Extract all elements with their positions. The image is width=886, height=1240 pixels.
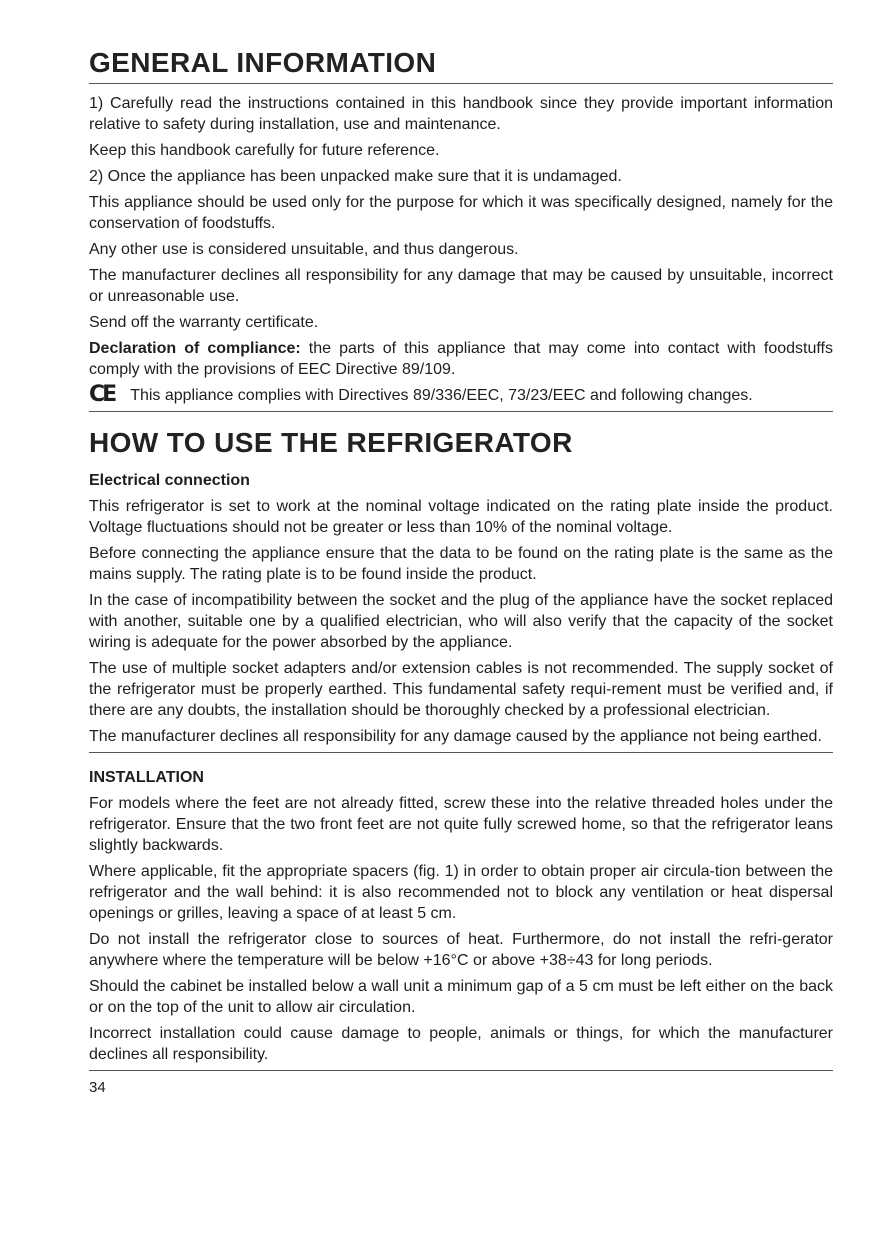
paragraph: Any other use is considered unsuitable, and thus dangerous. bbox=[89, 241, 519, 258]
paragraph: This appliance should be used only for the purpose for which it was specifically designed, namely for the conservation of foodstuffs. bbox=[89, 194, 833, 232]
page-number: 34 bbox=[89, 1079, 106, 1096]
paragraph: In the case of incompatibility between the socket and the plug of the appliance have the socket replaced with another, suitable one by a qualified electrician, who will also verify that the capacity of the socket wiring is adequate for the power absorbed by the appliance. bbox=[89, 592, 833, 651]
section-title-general-information: GENERAL INFORMATION bbox=[89, 47, 437, 78]
declaration-paragraph bbox=[89, 338, 833, 380]
paragraph: 1) Carefully read the instructions contained in this handbook since they provide important information relative to safety during installation, use and maintenance. bbox=[89, 95, 833, 133]
title-divider bbox=[89, 83, 833, 84]
ce-mark-icon: CE bbox=[89, 382, 115, 407]
paragraph: Where applicable, fit the appropriate spacers (fig. 1) in order to obtain proper air circula-tion between the refrigerator and the wall behind: it is also recommended not to block any ventilation or heat dispersal openings or grilles, leaving a space of at least 5 cm. bbox=[89, 863, 833, 922]
paragraph: Do not install the refrigerator close to sources of heat. Furthermore, do not install the refri-gerator anywhere where the temperature will be below +16°C or above +38÷43 for long periods. bbox=[89, 931, 833, 969]
paragraph: Keep this handbook carefully for future reference. bbox=[89, 142, 440, 159]
paragraph: The use of multiple socket adapters and/or extension cables is not recommended. The supply socket of the refrigerator must be properly earthed. This fundamental safety requi-rement must be verified and, if there are any doubts, the installation should be thoroughly checked by a professional electrician. bbox=[89, 660, 833, 719]
paragraph: Send off the warranty certificate. bbox=[89, 314, 319, 331]
paragraph: The manufacturer declines all responsibility for any damage that may be caused by unsuitable, incorrect or unreasonable use. bbox=[89, 267, 833, 305]
paragraph: Incorrect installation could cause damage to people, animals or things, for which the manufacturer declines all responsibility. bbox=[89, 1025, 833, 1063]
subheading-installation: INSTALLATION bbox=[89, 769, 204, 786]
subheading-electrical-connection: Electrical connection bbox=[89, 472, 250, 489]
section-title-how-to-use: HOW TO USE THE REFRIGERATOR bbox=[89, 427, 573, 458]
subsection-divider bbox=[89, 752, 833, 753]
paragraph: Before connecting the appliance ensure that the data to be found on the rating plate is the same as the mains supply. The rating plate is to be found inside the product. bbox=[89, 545, 833, 583]
paragraph: 2) Once the appliance has been unpacked make sure that it is undamaged. bbox=[89, 168, 622, 185]
paragraph: This refrigerator is set to work at the nominal voltage indicated on the rating plate inside the product. Voltage fluctuations should not be greater or less than 10% of the nominal voltage. bbox=[89, 498, 833, 536]
declaration-label: Declaration of compliance: bbox=[89, 340, 301, 357]
paragraph: For models where the feet are not already fitted, screw these into the relative threaded holes under the refrigerator. Ensure that the two front feet are not quite fully screwed home, so that the refrigerator leans slightly backwards. bbox=[89, 795, 833, 854]
paragraph: The manufacturer declines all responsibility for any damage caused by the appliance not being earthed. bbox=[89, 728, 822, 745]
ce-text: This appliance complies with Directives 89/336/EEC, 73/23/EEC and following changes. bbox=[130, 387, 753, 404]
ce-paragraph bbox=[89, 382, 833, 407]
declaration-text: the parts of this appliance that may come into contact with foodstuffs comply with the provisions of EEC Directive 89/109. bbox=[89, 340, 833, 378]
paragraph: Should the cabinet be installed below a wall unit a minimum gap of a 5 cm must be left either on the back or on the top of the unit to allow air circulation. bbox=[89, 978, 833, 1016]
manual-page bbox=[89, 44, 833, 1096]
footer-divider bbox=[89, 1070, 833, 1071]
section-divider bbox=[89, 411, 833, 412]
